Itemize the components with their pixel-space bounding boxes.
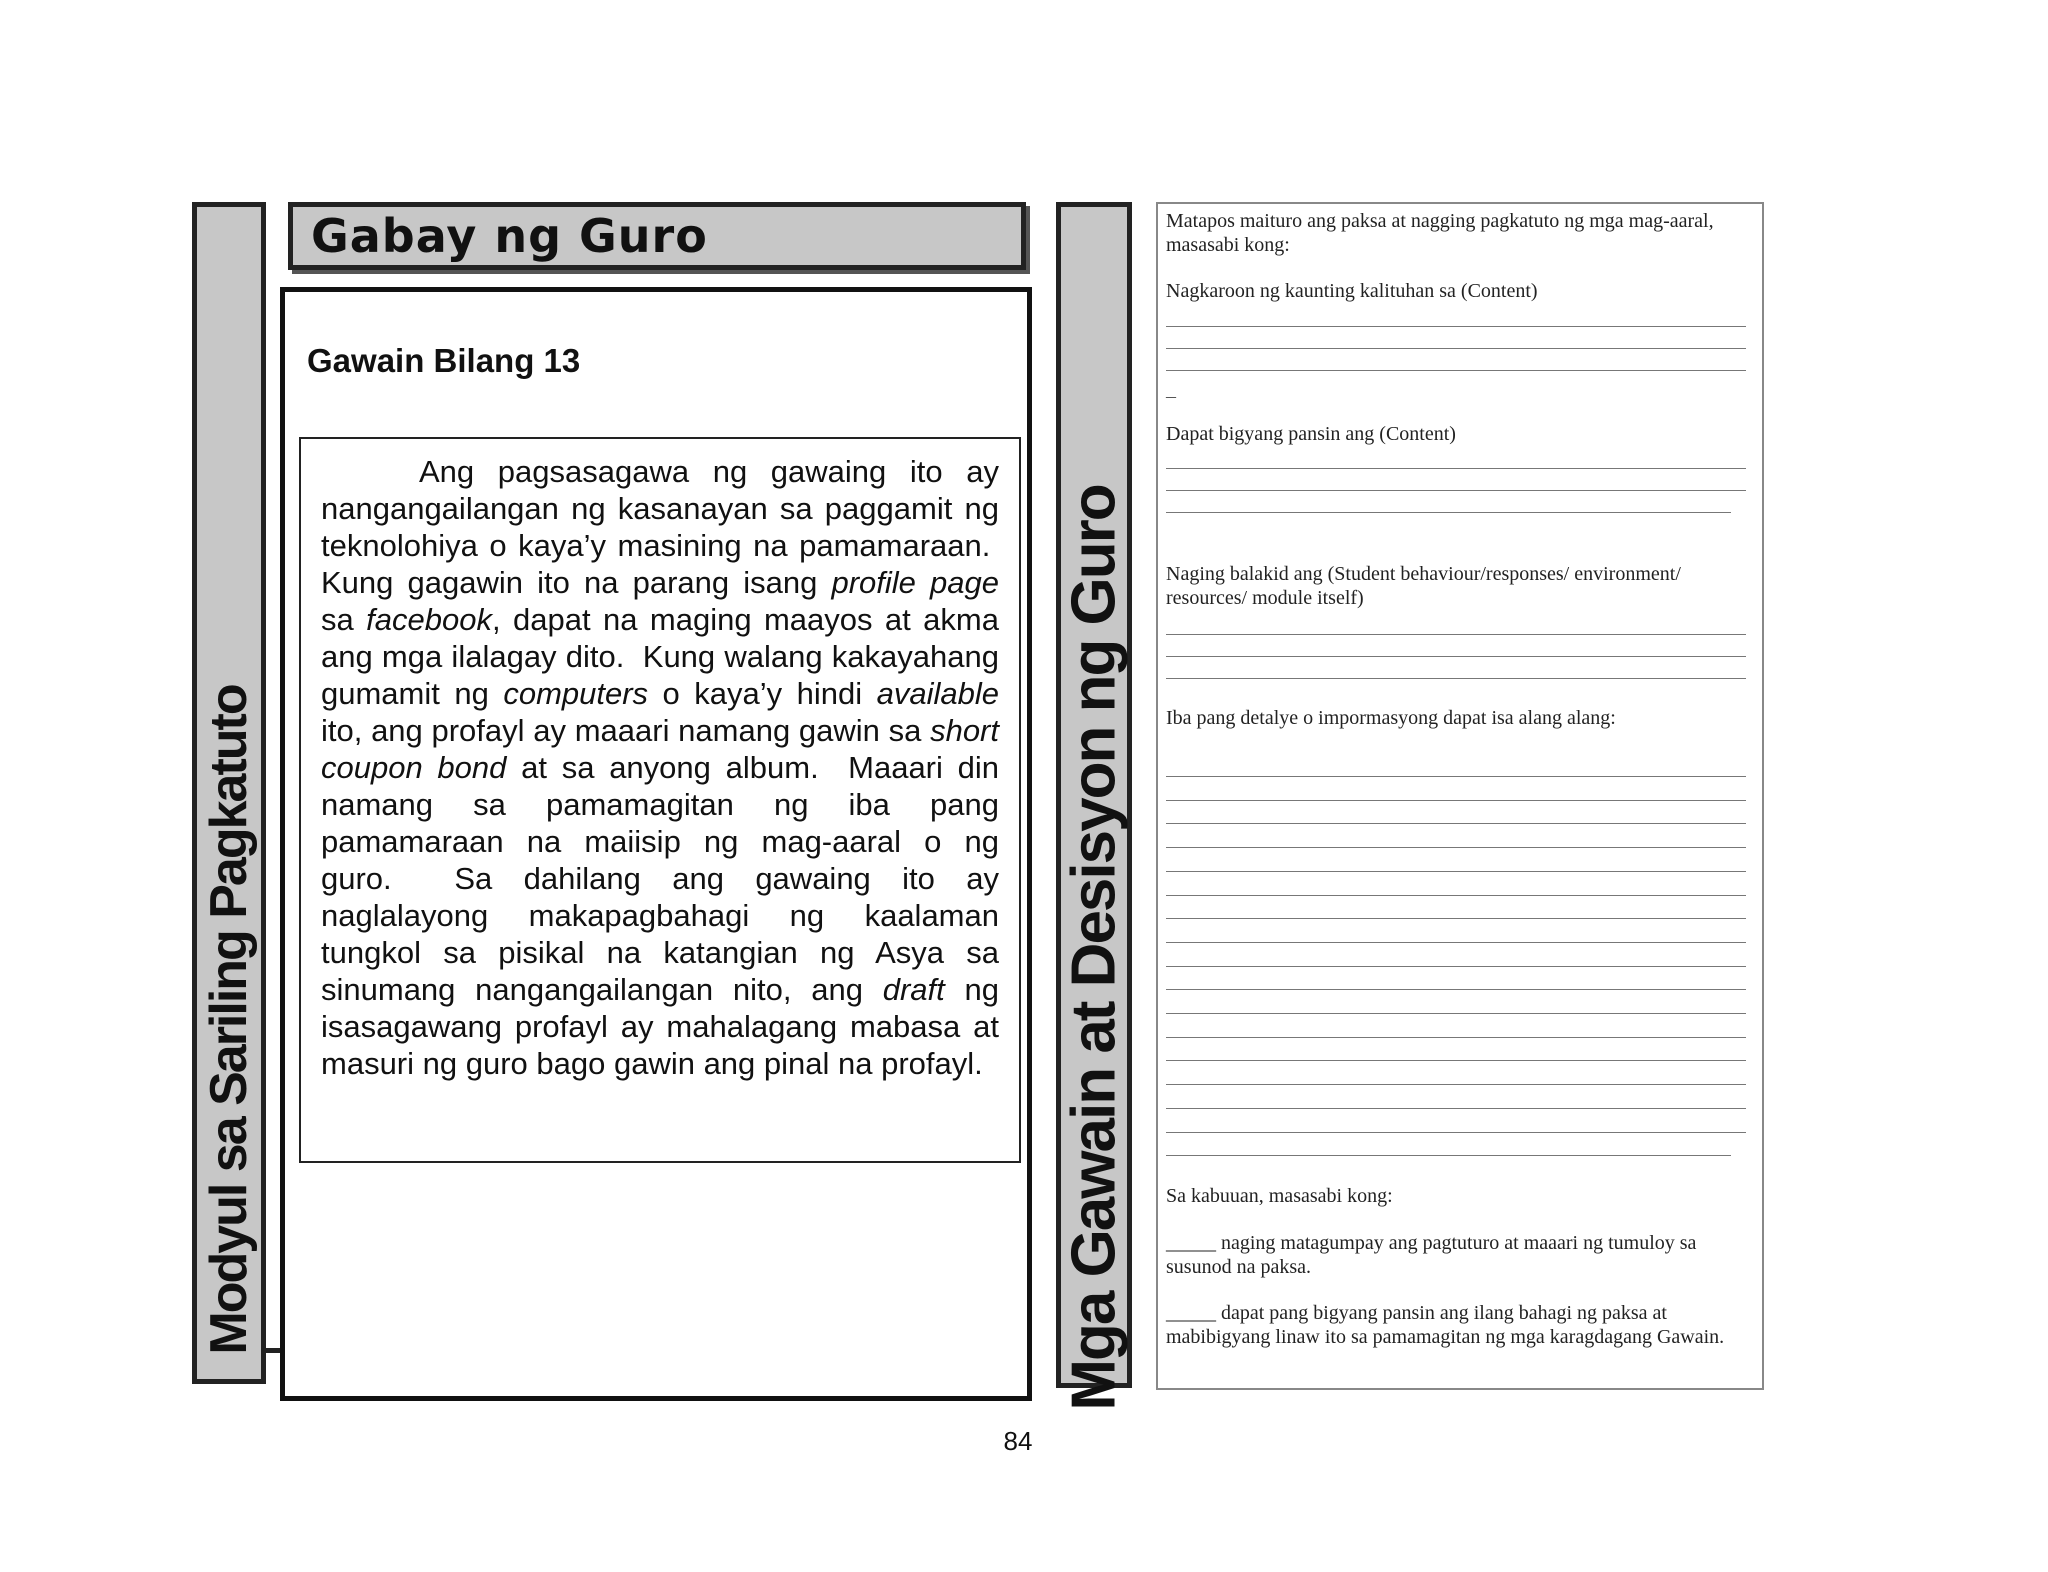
left-side-bar-label: Modyul sa Sariling Pagkatuto xyxy=(200,685,258,1355)
page-number: 84 xyxy=(1003,1426,1033,1456)
write-line xyxy=(1166,966,1746,967)
reflection-item-obstacle: Naging balakid ang (Student behaviour/responses/ environment/ resources/ module itself) xyxy=(1166,563,1681,609)
write-line xyxy=(1166,678,1746,679)
reflection-item-details: Iba pang detalye o impormasyong dapat isa alang alang: xyxy=(1166,707,1616,729)
reflection-option-attention: _____ dapat pang bigyang pansin ang ilang bahagi ng paksa at mabibigyang linaw ito sa pamamagitan ng mga karagdagang Gawain. xyxy=(1166,1302,1725,1348)
write-line xyxy=(1166,776,1746,777)
write-line xyxy=(1166,656,1746,657)
write-line xyxy=(1166,1013,1746,1014)
reflection-panel xyxy=(1156,202,1764,1390)
write-line xyxy=(1166,370,1746,371)
write-line xyxy=(1166,490,1746,491)
left-bar-connector xyxy=(262,1348,282,1353)
write-line xyxy=(1166,823,1746,824)
content-panel xyxy=(280,287,1032,1401)
write-line xyxy=(1166,895,1746,896)
write-line xyxy=(1166,634,1746,635)
write-line xyxy=(1166,942,1746,943)
reflection-option-success: _____ naging matagumpay ang pagtuturo at maaari ng tumuloy sa susunod na paksa. xyxy=(1166,1232,1697,1278)
reflection-item-attention: Dapat bigyang pansin ang (Content) xyxy=(1166,423,1456,445)
header-title: Gabay ng Guro xyxy=(311,209,708,263)
write-line xyxy=(1166,1037,1746,1038)
write-line xyxy=(1166,918,1746,919)
reflection-summary: Sa kabuuan, masasabi kong: xyxy=(1166,1185,1393,1207)
write-line xyxy=(1166,348,1746,349)
write-line xyxy=(1166,1108,1746,1109)
write-line xyxy=(1166,871,1746,872)
write-line xyxy=(1166,512,1731,513)
write-line xyxy=(1166,847,1746,848)
header-banner xyxy=(288,202,1026,270)
activity-heading: Gawain Bilang 13 xyxy=(307,342,581,379)
reflection-item-confusion: Nagkaroon ng kaunting kalituhan sa (Content) xyxy=(1166,280,1538,302)
reflection-dash: – xyxy=(1166,385,1176,407)
activity-text-box xyxy=(299,437,1021,1163)
reflection-intro: Matapos maituro ang paksa at nagging pagkatuto ng mga mag-aaral, masasabi kong: xyxy=(1166,210,1714,256)
write-line xyxy=(1166,326,1746,327)
right-side-bar-label: Mga Gawain at Desisyon ng Guro xyxy=(1059,485,1129,1411)
write-line xyxy=(1166,1060,1746,1061)
write-line xyxy=(1166,468,1746,469)
write-line xyxy=(1166,800,1746,801)
write-line xyxy=(1166,1132,1746,1133)
activity-body-text: Ang pagsasagawa ng gawaing ito ay nangangailangan ng kasanayan sa paggamit ng teknolohiya o kaya’y masining na pamamaraan. Kung gagawin ito na parang isang profile page sa facebook, dapat na maging maayos at akma ang mga ilalagay dito. Kung walang kakayahang gumamit ng computers o kaya’y hindi available ito, ang profayl ay maaari namang gawin sa short coupon bond at sa anyong album. Maaari din namang sa pamamagitan ng iba pang pamamaraan na maiisip ng mag-aaral o ng guro. Sa dahilang ang gawaing ito ay naglalayong makapagbahagi ng kaalaman tungkol sa pisikal na katangian ng Asya sa sinumang nangangailangan nito, ang draft ng isasagawang profayl ay mahalagang mabasa at masuri ng guro bago gawin ang pinal na profayl. xyxy=(321,454,999,1081)
write-line xyxy=(1166,1084,1746,1085)
write-line xyxy=(1166,1155,1731,1156)
write-line xyxy=(1166,989,1746,990)
